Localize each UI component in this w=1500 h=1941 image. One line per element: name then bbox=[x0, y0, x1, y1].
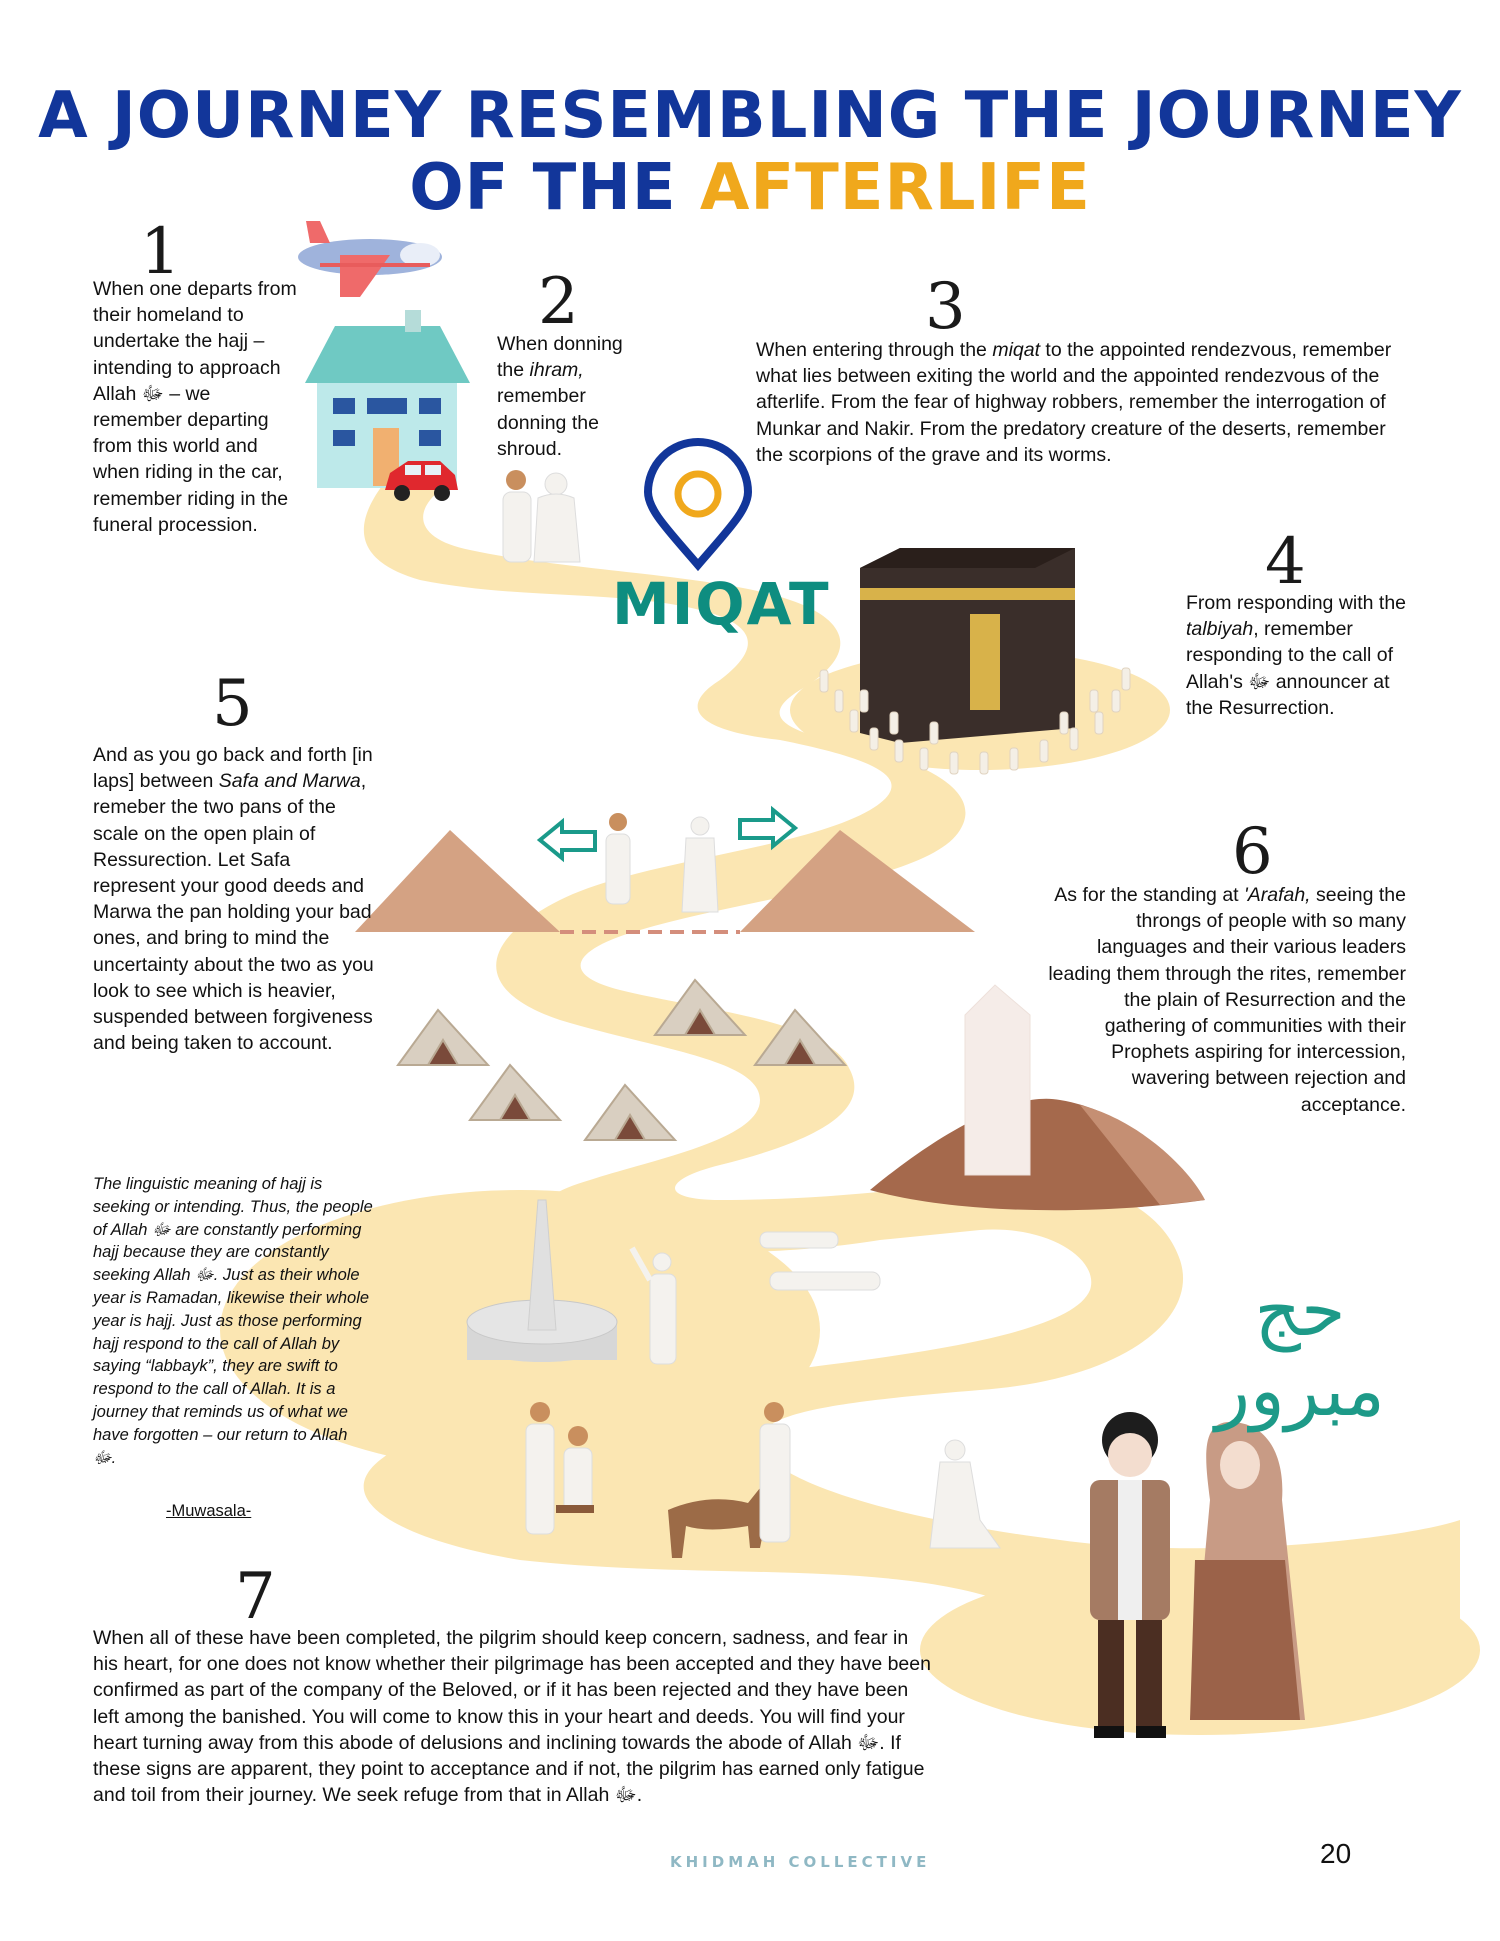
step-3-text-post: to the appointed rendezvous, remember what lies between exiting the world and the appointed rendezvous of the afterlife. From the fear of highway robbers, remember the interrogation of Munkar and Nakir. From the predatory creature of the deserts, remember the scorpions of the grave and its worms. bbox=[756, 339, 1392, 466]
step-2-number: 2 bbox=[538, 265, 579, 339]
step-3-text-pre: When entering through the bbox=[756, 339, 993, 361]
step-5-text-em: Safa and Marwa bbox=[218, 770, 361, 793]
step-6-text-em: 'Arafah, bbox=[1244, 884, 1311, 906]
step-5-number: 5 bbox=[212, 667, 253, 741]
step-6-text-pre: As for the standing at bbox=[1054, 884, 1244, 906]
step-6-text-post: seeing the throngs of people with so many languages and their various leaders leading them through the rites, remember the plain of Resurrection and the gathering of communities with their Prophets aspiring for intercession, wavering between rejection and acceptance. bbox=[1048, 884, 1406, 1116]
step-4-text bbox=[1186, 590, 1411, 721]
step-2-text bbox=[497, 331, 647, 462]
airplane-icon bbox=[298, 221, 442, 297]
title-accent: AFTERLIFE bbox=[699, 151, 1091, 225]
title-line-2-prefix: OF THE bbox=[409, 151, 700, 225]
step-4-text-pre: From responding with the bbox=[1186, 592, 1407, 614]
step-5-text-pre: And as you go back and forth [in laps] between bbox=[93, 744, 373, 793]
sidebar-source: -Muwasala- bbox=[166, 1502, 252, 1520]
arabic-calligraphy: حج مبرور bbox=[1215, 1268, 1385, 1432]
page-number: 20 bbox=[1320, 1838, 1352, 1869]
step-7-number: 7 bbox=[235, 1560, 276, 1634]
page-title bbox=[0, 80, 1500, 224]
couple-icon bbox=[1090, 1412, 1305, 1738]
step-3-number: 3 bbox=[925, 270, 966, 344]
footer-brand: KHIDMAH COLLECTIVE bbox=[670, 1853, 931, 1871]
step-5-text-post: , remeber the two pans of the scale on the open plain of Ressurection. Let Safa represent your good deeds and Marwa the pan holding your bad ones, and bring to mind the uncertainty about the two as you look to see which is heavier, suspended between forgiveness and being taken to account. bbox=[93, 770, 374, 1055]
step-3-text-em: miqat bbox=[992, 339, 1041, 361]
step-1-number: 1 bbox=[140, 215, 181, 289]
title-line-1: A JOURNEY RESEMBLING THE JOURNEY bbox=[38, 79, 1462, 153]
step-2-text-pre: When donning the bbox=[497, 333, 623, 382]
step-4-text-em: talbiyah bbox=[1186, 618, 1254, 641]
step-6-number: 6 bbox=[1232, 815, 1273, 889]
step-4-number: 4 bbox=[1265, 525, 1306, 599]
pilgrims-ihram-icon bbox=[503, 470, 580, 562]
step-6-text bbox=[1048, 882, 1406, 1118]
title-line-2 bbox=[0, 152, 1500, 224]
step-2-text-post: remember donning the shroud. bbox=[497, 385, 599, 460]
miqat-label: MIQAT bbox=[612, 570, 831, 638]
step-7-text: When all of these have been completed, the pilgrim should keep concern, sadness, and fear in his heart, for one does not know whether their pilgrimage has been accepted and they have been confirmed as part of the company of the Beloved, or if it has been rejected and they have been left among the banished. You will come to know this in your heart and deeds. You will find your heart turning away from this abode of delusions and inclining towards the abode of Allah ﷻ. If these signs are apparent, they point to acceptance and if not, the pilgrim has earned only fatigue and toil from their journey. We seek refuge from that in Allah ﷻ. bbox=[93, 1627, 931, 1807]
step-3-text bbox=[756, 337, 1406, 468]
step-2-text-em: ihram, bbox=[529, 359, 584, 382]
house-icon bbox=[305, 310, 470, 488]
step-5-text bbox=[93, 742, 378, 1056]
step-1-text: When one departs from their homeland to undertake the hajj – intending to approach Allah ﷻ – we remember departing from this world and when riding in the car, remember riding in the funeral procession. bbox=[93, 278, 297, 536]
step-4-text-post: , remember responding to the call of Allah's ﷻ announcer at the Resurrection. bbox=[1186, 618, 1394, 719]
arrow-left-icon bbox=[540, 822, 595, 858]
sidebar-note: The linguistic meaning of hajj is seeking or intending. Thus, the people of Allah ﷻ are constantly performing hajj because they are constantly seeking Allah ﷻ. Just as their whole year is Ramadan, likewise their whole year is hajj. Just as those performing hajj respond to the call of Allah by saying “labbayk”, they are swift to respond to the call of Allah. It is a journey that reminds us of what we have forgotten – our return to Allah ﷻ. bbox=[93, 1175, 373, 1467]
location-pin-icon bbox=[648, 442, 748, 565]
